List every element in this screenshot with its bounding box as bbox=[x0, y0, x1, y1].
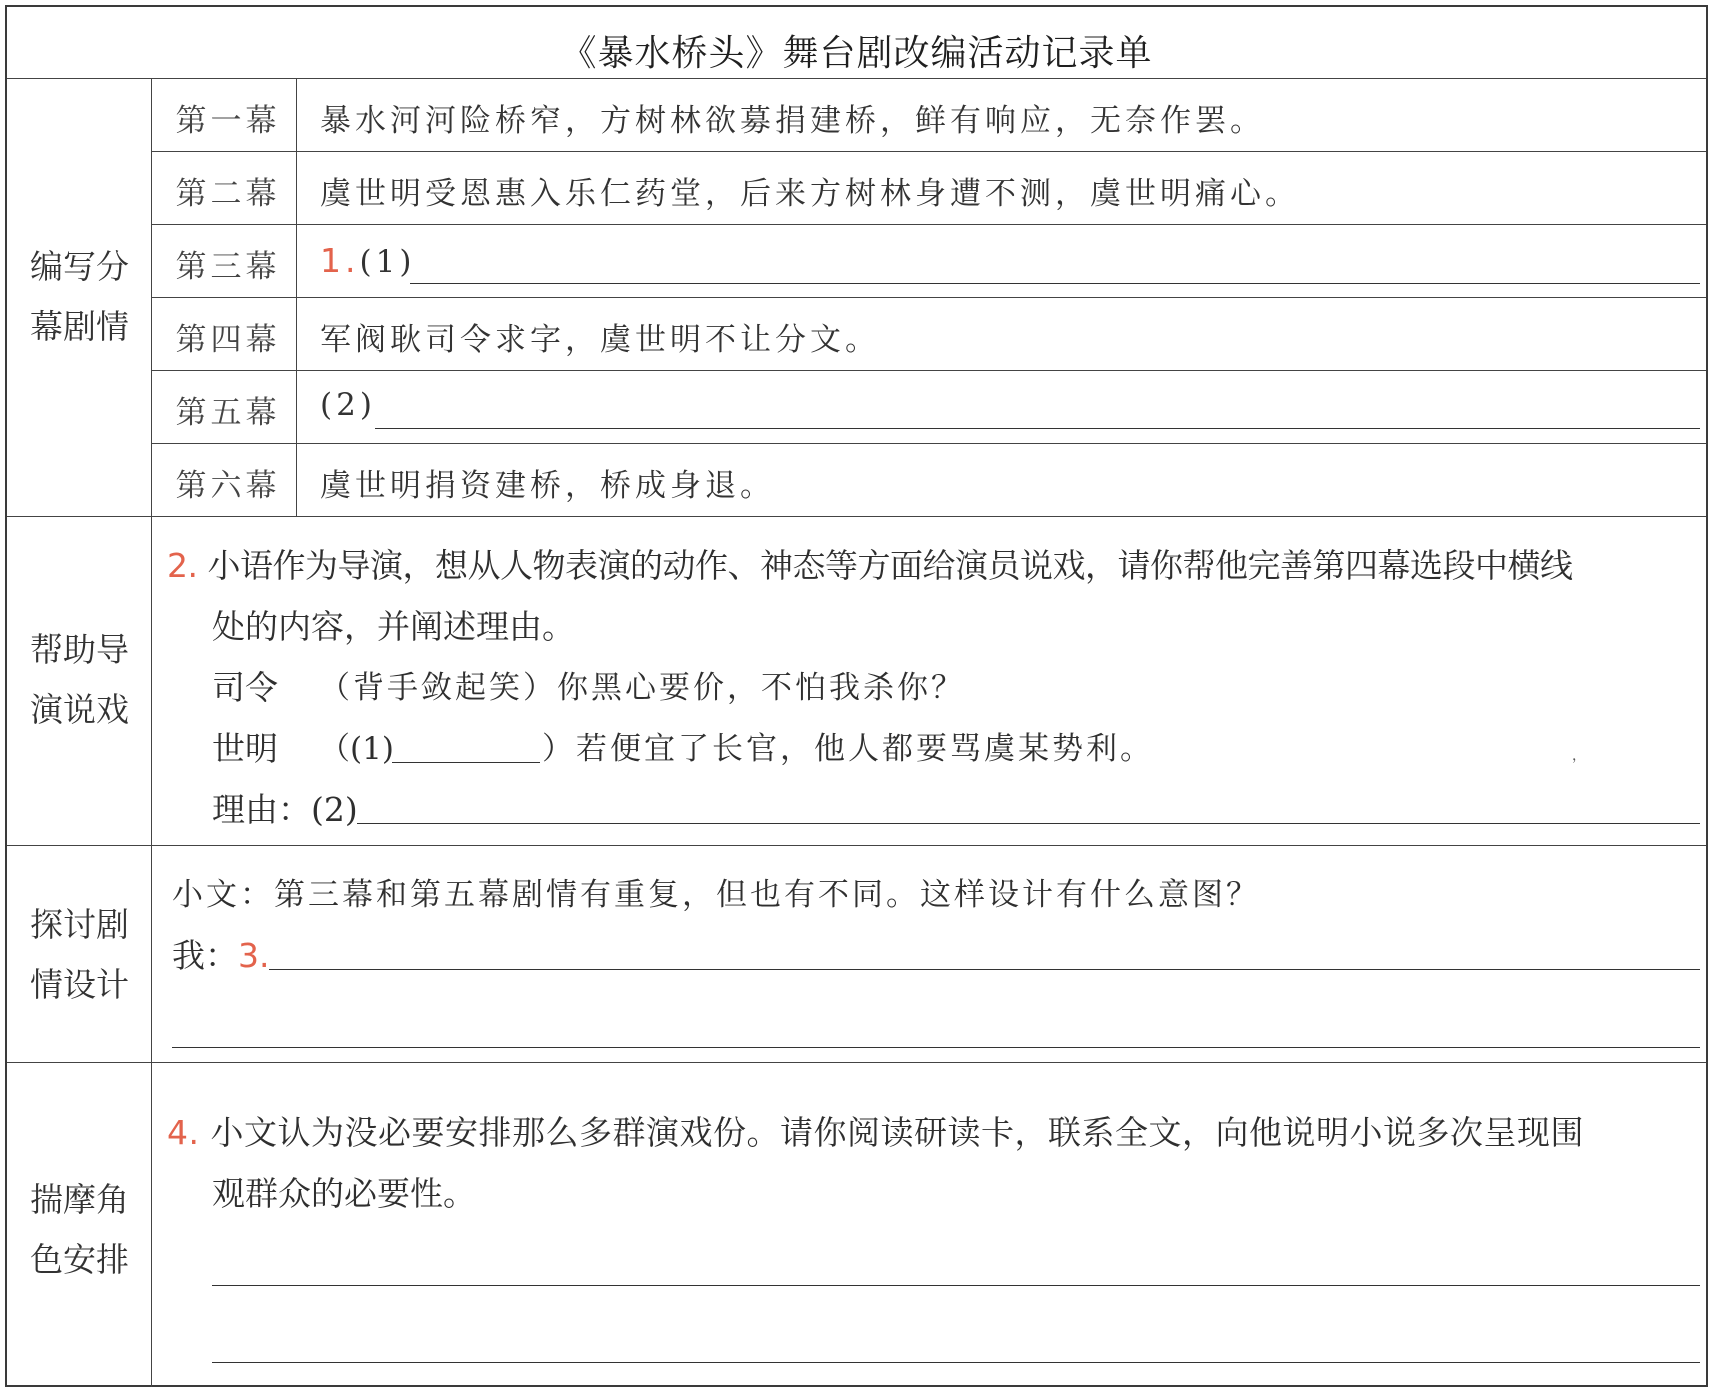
reason-label: 理由：(2) bbox=[212, 790, 358, 829]
act-label: 第二幕 bbox=[175, 176, 281, 212]
dialogue-role-shiming: 世明 bbox=[212, 729, 278, 768]
dialogue-line-shiming-pre: （(1) bbox=[319, 731, 394, 767]
worksheet-title: 《暴水桥头》舞台剧改编活动记录单 bbox=[560, 33, 1153, 74]
row-divider bbox=[151, 297, 1706, 298]
act-text: 虞世明捐资建桥，桥成身退。 bbox=[320, 468, 775, 504]
question-number: 4. bbox=[167, 1113, 200, 1152]
section-label-director: 帮助导 演说戏 bbox=[30, 630, 129, 729]
act-label: 第一幕 bbox=[175, 103, 281, 139]
act-label: 第三幕 bbox=[175, 249, 281, 285]
section-label-roles: 揣摩角 色安排 bbox=[30, 1180, 129, 1279]
question-number: 3. bbox=[238, 936, 270, 975]
act-label: 第五幕 bbox=[175, 395, 281, 431]
act-text: 暴水河河险桥窄，方树林欲募捐建桥，鲜有响应，无奈作罢。 bbox=[320, 103, 1265, 139]
question-number: 2. bbox=[167, 546, 198, 585]
act-3-answer-prompt: 1.(1) bbox=[320, 241, 416, 280]
section-divider bbox=[7, 1062, 1706, 1063]
section-label-write-acts: 编写分 幕剧情 bbox=[30, 247, 129, 346]
dialogue-line-siling: （背手敛起笑）你黑心要价，不怕我杀你？ bbox=[319, 670, 965, 706]
answer-blank[interactable] bbox=[269, 969, 1700, 970]
answer-blank[interactable] bbox=[410, 283, 1700, 284]
answer-blank[interactable] bbox=[375, 428, 1700, 429]
question-4-line-1: 4. 小文认为没必要安排那么多群演戏份。请你阅读研读卡，联系全文，向他说明小说多次呈现围 bbox=[167, 1113, 1584, 1152]
answer-blank[interactable] bbox=[357, 823, 1700, 824]
answer-blank[interactable] bbox=[392, 762, 540, 763]
answer-blank[interactable] bbox=[212, 1285, 1700, 1286]
title-divider bbox=[7, 78, 1706, 79]
section-label-plot-design: 探讨剧 情设计 bbox=[30, 905, 129, 1004]
question-3-answer-label: 我：3. bbox=[172, 936, 270, 975]
stray-mark: ， bbox=[1572, 748, 1586, 764]
act-text: 军阀耿司令求字，虞世明不让分文。 bbox=[320, 322, 880, 358]
section-divider bbox=[7, 516, 1706, 517]
question-2-line-1: 2. 小语作为导演，想从人物表演的动作、神态等方面给演员说戏，请你帮他完善第四幕选段中横线 bbox=[167, 546, 1573, 585]
dialogue-line-shiming-post: ）若便宜了长官，他人都要骂虞某势利。 bbox=[542, 731, 1154, 767]
answer-blank[interactable] bbox=[172, 1047, 1700, 1048]
act-5-answer-prompt: (2) bbox=[320, 387, 376, 423]
question-4-line-2: 观群众的必要性。 bbox=[212, 1174, 476, 1213]
question-3-prompt: 小文：第三幕和第五幕剧情有重复，但也有不同。这样设计有什么意图？ bbox=[172, 877, 1260, 913]
act-label: 第六幕 bbox=[175, 468, 281, 504]
row-divider bbox=[151, 443, 1706, 444]
row-divider bbox=[151, 370, 1706, 371]
answer-blank[interactable] bbox=[212, 1362, 1700, 1363]
row-divider bbox=[151, 224, 1706, 225]
row-divider bbox=[151, 151, 1706, 152]
question-number: 1. bbox=[320, 241, 360, 280]
section-divider bbox=[7, 845, 1706, 846]
act-text: 虞世明受恩惠入乐仁药堂，后来方树林身遭不测，虞世明痛心。 bbox=[320, 176, 1300, 212]
dialogue-role-siling: 司令 bbox=[212, 668, 278, 707]
worksheet-table bbox=[5, 5, 1708, 1387]
act-column-divider bbox=[296, 78, 297, 516]
act-label: 第四幕 bbox=[175, 322, 281, 358]
question-2-line-2: 处的内容，并阐述理由。 bbox=[212, 607, 575, 646]
